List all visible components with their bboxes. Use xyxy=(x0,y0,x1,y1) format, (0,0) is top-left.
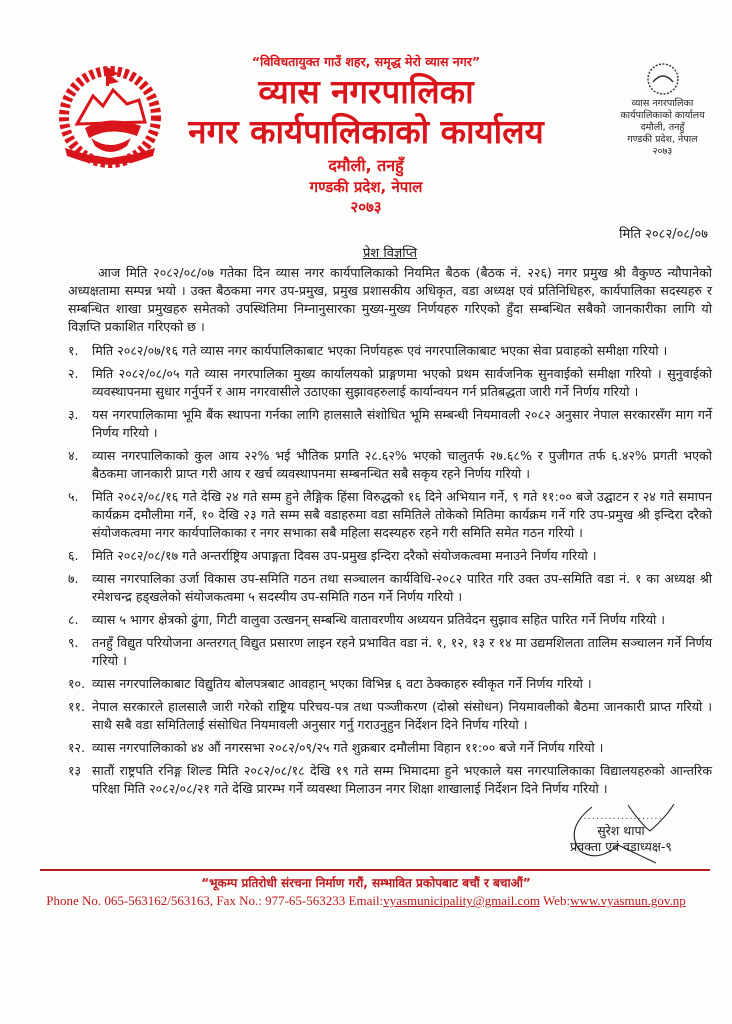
stamp-line5: २०७३ xyxy=(652,146,673,157)
item-text: व्यास ५ भागर क्षेत्रको ढुंगा, गिटी वालुवा उत्खनन् सम्बन्धि वातावरणीय अध्ययन प्रतिवेदन सुझाव सहित पारित गर्ने निर्णय गरियो । xyxy=(92,612,666,627)
decision-item xyxy=(68,675,712,693)
footer-slogan: “भूकम्प प्रतिरोधी संरचना निर्माण गरौं, सम्भावित प्रकोपबाट बचौं र बचाऔं” xyxy=(201,876,531,890)
decision-item xyxy=(68,634,712,670)
stamp-line2: कार्यपालिकाको कार्यालय xyxy=(620,110,705,121)
decision-item xyxy=(68,547,712,565)
notice-body xyxy=(0,226,732,865)
decision-item xyxy=(68,447,712,483)
item-number: १. xyxy=(68,343,79,358)
item-text: मिति २०८२/०८/१६ गते देखि २४ गते सम्म हुने लैङ्गिक हिंसा विरुद्धको १६ दिने अभियान गर्ने, ९ गते ११:०० बजे उद्घाटन र २४ गते समापन कार्यक्रम दमौलीमा गर्ने, १० देखि २३ गते सम्म सबै वडाहरुमा वडा समितिले तोकेको मितिमा कार्यक्रम गर्ने गरि उप-प्रमुख श्री इन्दिरा दरैको संयोजकत्वमा नगर कार्यपालिकाका र नगर सभाका सबै महिला सदस्यहरु रहने गरी समिति समेत गठन गरियो । xyxy=(92,489,712,540)
item-text: मिति २०८२/०८/०५ गते व्यास नगरपालिका मुख्य कार्यालयको प्राङ्गणमा भएको प्रथम सार्वजनिक सुनवाईको समीक्षा गरियो । सुनुवाईको व्यवस्थापनमा सुधार गर्नुपर्ने र आम नगरवासीले उठाएका सुझावहरुलाई कार्यान्वयन गर्न प्रतिबद्धता जारी गर्ने निर्णय गरियो । xyxy=(92,366,712,399)
office-stamp xyxy=(600,62,725,158)
item-number: ११. xyxy=(68,699,86,714)
municipality-name: व्यास नगरपालिका xyxy=(258,72,474,111)
notice-title-wrap xyxy=(68,245,712,262)
item-text: मिति २०८२/०८/१७ गते अन्तर्राष्ट्रिय अपाङ्गता दिवस उप-प्रमुख इन्दिरा दरैको संयोजकत्वमा मनाउने निर्णय गरियो । xyxy=(92,548,597,563)
decision-item xyxy=(68,342,712,360)
email-link[interactable]: vyasmunicipality@gmail.com xyxy=(383,893,540,908)
location-line2: गण्डकी प्रदेश, नेपाल xyxy=(309,178,423,196)
notice-title: प्रेश विज्ञप्ति xyxy=(362,246,418,261)
item-number: १०. xyxy=(68,676,86,691)
location-line1: दमौली, तनहुँ xyxy=(328,156,404,175)
decision-item xyxy=(68,488,712,542)
stamp-line3: दमौली, तनहुँ xyxy=(640,122,685,133)
established-year: २०७३ xyxy=(350,198,382,216)
page-footer xyxy=(0,869,732,920)
stamp-line4: गण्डकी प्रदेश, नेपाल xyxy=(627,134,698,145)
letterhead xyxy=(0,0,732,226)
footer-divider xyxy=(40,869,710,871)
letterhead-slogan: “विविधतायुक्त गाउँ शहर, समृद्ध मेरो व्यास नगर” xyxy=(251,54,481,69)
web-link[interactable]: www.vyasmun.gov.np xyxy=(570,893,686,908)
email-label: Email: xyxy=(348,893,384,908)
item-text: व्यास नगरपालिका उर्जा विकास उप-समिति गठन तथा सञ्चालन कार्यविधि-२०८२ पारित गरि उक्त उप-समिति वडा नं. १ का अध्यक्ष श्री रमेशचन्द्र हड्खलेको संयोजकत्वमा ५ सदस्यीय उप-समिति गठन गर्ने निर्णय गरियो । xyxy=(92,571,712,604)
item-number: १२. xyxy=(68,740,86,755)
signature-area xyxy=(68,803,712,865)
decision-item xyxy=(68,406,712,442)
stamp-line1: व्यास नगरपालिका xyxy=(631,98,694,109)
item-number: ३. xyxy=(68,407,79,422)
item-number: ५. xyxy=(68,489,79,504)
footer-contact xyxy=(0,892,732,910)
item-number: ४. xyxy=(68,448,79,463)
item-number: ८. xyxy=(68,612,79,627)
stamp-emblem-icon xyxy=(646,62,680,96)
item-text: तनहुँ विद्युत परियोजना अन्तरगत् विद्युत प्रसारण लाइन रहने प्रभावित वडा नं. १, १२, १३ र १४ मा उद्यमशिलता तालिम सञ्चालन गर्ने निर्णय गरियो । xyxy=(92,635,712,668)
decision-item xyxy=(68,570,712,606)
item-text: मिति २०८२/०७/१६ गते व्यास नगर कार्यपालिकाबाट भएका निर्णयहरू एवं नगरपालिकाबाट भएका सेवा प्रवाहको समीक्षा गरियो । xyxy=(92,343,668,358)
item-number: ९. xyxy=(68,635,79,650)
item-text: यस नगरपालिकामा भूमि बैंक स्थापना गर्नका लागि हालसालै संशोधित भूमि सम्बन्धी नियमावली २०८२ अनुसार नेपाल सरकारसँग माग गर्ने निर्णय गरियो । xyxy=(92,407,712,440)
item-text: व्यास नगरपालिकाको कुल आय २२% भई भौतिक प्रगति २८.६२% भएको चालुतर्फ २७.६८% र पुजीगत तर्फ ६.४२% प्रगती भएको बैठकमा जानकारी प्राप्त गरी आय र खर्च व्यवस्थापनमा सम्बनन्धित सबै सकृय रहने निर्णय गरियो । xyxy=(92,448,712,481)
fax-number: Fax No.: 977-65-563233 xyxy=(216,893,346,908)
notice-intro: आज मिति २०८२/०८/०७ गतेका दिन व्यास नगर कार्यपालिकाको नियमित बैठक (बैठक नं. २२६) नगर प्रमुख श्री वैकुण्ठ न्यौपानेको अध्यक्षतामा सम्पन्न भयो । उक्त बैठकमा नगर उप-प्रमुख, प्रमुख प्रशासकीय अधिकृत, वडा अध्यक्ष एवं प्रतिनिधिहरु, कार्यपालिका सदस्यहरु र सम्बन्धित शाखा प्रमुखहरु समेतको उपस्थितिमा निम्नानुसारका मुख्य-मुख्य निर्णयहरु गरिएको हुँदा सम्बन्धित सबैको जानकारीका लागि यो विज्ञप्ति प्रकाशित गरिएको छ । xyxy=(68,265,712,334)
signature-block xyxy=(536,811,706,855)
decision-item xyxy=(68,365,712,401)
item-text: व्यास नगरपालिकाबाट विद्युतिय बोलपत्रबाट आवहान् भएका विभिन्न ६ वटा ठेक्काहरु स्वीकृत गर्ने निर्णय गरियो । xyxy=(92,676,592,691)
decision-item xyxy=(68,698,712,734)
item-text: व्यास नगरपालिकाको ४४ औं नगरसभा २०८२/०९/२५ गते शुक्रबार दमौलीमा विहान ११:०० बजे गर्ने निर्णय गरियो । xyxy=(92,740,604,755)
decision-item xyxy=(68,739,712,757)
notice-date: मिति २०८२/०८/०७ xyxy=(619,227,708,242)
decision-list xyxy=(68,342,712,798)
phone-number: Phone No. 065-563162/563163, xyxy=(46,893,214,908)
item-number: २. xyxy=(68,366,79,381)
item-number: ७. xyxy=(68,571,79,586)
web-label: Web: xyxy=(542,893,571,908)
signatory-designation: प्रवक्ता एवं वडाध्यक्ष-९ xyxy=(570,839,672,854)
office-name: नगर कार्यपालिकाको कार्यालय xyxy=(188,112,544,151)
item-number: ६. xyxy=(68,548,79,563)
item-text: सातौं राष्ट्रपति रनिङ्ग शिल्ड मिति २०८२/०८/१८ देखि १९ गते सम्म भिमादमा हुने भएकाले यस नगरपालिकाका विद्यालयहरुको आन्तरिक परिक्षा मिति २०८२/०८/२१ गते देखि प्रारम्भ गर्ने व्यवस्था मिलाउन नगर शिक्षा शाखालाई निर्देशन दिने निर्णय गरियो । xyxy=(92,763,712,796)
item-text: नेपाल सरकारले हालसालै जारी गरेको राष्ट्रिय परिचय-पत्र तथा पञ्जीकरण (दोस्रो संसोधन) नियमावलीको बैठमा जानकारी प्राप्त गरियो । साथै सबै वडा समितिलाई संसोधित नियमावली अनुसार गर्नु गराउनुहुन निर्देशन दिने निर्णय गरियो । xyxy=(92,699,712,732)
item-number: १३ xyxy=(68,763,82,778)
signature-dots: .................... xyxy=(579,811,663,822)
decision-item xyxy=(68,762,712,798)
decision-item xyxy=(68,611,712,629)
signatory-name: सुरेश थापा xyxy=(597,823,645,838)
